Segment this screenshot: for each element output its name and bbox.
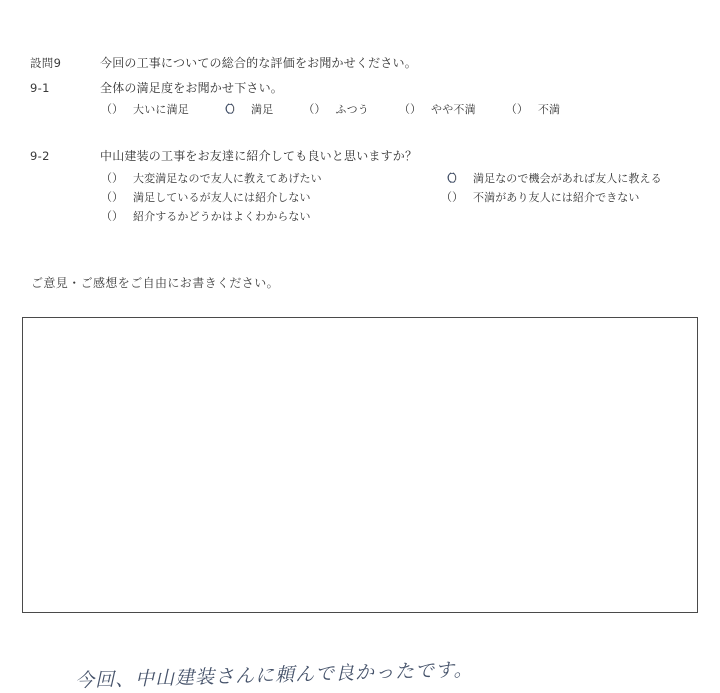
option-label-q91-2: ふつう	[335, 103, 370, 116]
question-9-1-options	[97, 101, 560, 117]
option-label-q92-0-left: 大変満足なので友人に教えてあげたい	[133, 171, 322, 185]
paren-open: （	[100, 102, 112, 116]
option-label-q92-1-right: 不満があり友人には紹介できない	[473, 190, 640, 204]
paren-open: （	[218, 102, 230, 116]
option-label-q92-1-left: 満足しているが友人には紹介しない	[133, 190, 311, 204]
handwritten-comment-text: 今回、中山建装さんに頼んで良かったです。	[74, 658, 474, 692]
paren-open: （	[100, 170, 112, 185]
option-q92-0-right[interactable]	[437, 170, 662, 186]
paren-open: （	[398, 102, 411, 116]
question-9-1-header	[30, 79, 283, 96]
paren-open: （	[100, 189, 112, 204]
paren-open: （	[505, 102, 517, 116]
paren-close: ）	[452, 170, 464, 185]
option-label-q92-0-right: 満足なので機会があれば友人に教える	[473, 171, 662, 185]
option-q91-4[interactable]	[502, 101, 560, 117]
paren-open: （	[440, 170, 452, 185]
question-9-1-number: 9-1	[30, 81, 50, 95]
checkbox-q91-1[interactable]	[215, 101, 245, 117]
checkbox-q92-0-right[interactable]	[437, 170, 467, 186]
paren-close: ）	[452, 189, 464, 204]
option-q92-1-right[interactable]	[437, 189, 640, 205]
option-q92-0-left[interactable]	[97, 170, 437, 186]
paren-close: ）	[112, 102, 124, 116]
option-label-q91-3: やや不満	[431, 103, 476, 116]
checkbox-q91-4[interactable]	[502, 101, 532, 117]
paren-open: （	[100, 208, 112, 223]
checkbox-q91-0[interactable]	[97, 101, 127, 117]
question-9-header	[30, 54, 417, 71]
paren-open: （	[302, 102, 315, 116]
comment-heading: ご意見・ご感想をご自由にお書きください。	[31, 276, 280, 290]
option-row	[97, 206, 662, 225]
question-9-2-header	[30, 147, 417, 164]
question-9-number: 設問9	[30, 56, 62, 70]
option-q91-3[interactable]	[395, 101, 476, 117]
option-row	[97, 168, 662, 187]
paren-close: ）	[112, 170, 124, 185]
question-9-2-text: 中山建装の工事をお友達に紹介しても良いと思いますか？	[100, 149, 418, 163]
question-9-1-text: 全体の満足度をお聞かせ下さい。	[100, 81, 284, 95]
option-row	[97, 187, 662, 206]
option-q91-2[interactable]	[299, 101, 369, 117]
option-q92-1-left[interactable]	[97, 189, 437, 205]
option-label-q92-2-left: 紹介するかどうかはよくわからない	[133, 209, 311, 223]
paren-close: ）	[410, 102, 422, 116]
paren-close: ）	[314, 102, 326, 116]
paren-close: ）	[516, 102, 529, 116]
checkbox-q92-2-left[interactable]	[97, 208, 127, 224]
option-label-q91-4: 不満	[537, 103, 561, 116]
option-label-q91-0: 大いに満足	[133, 103, 189, 116]
paren-close: ）	[230, 102, 242, 116]
paren-close: ）	[112, 208, 124, 223]
handwritten-circle-mark-icon	[226, 104, 235, 114]
option-q91-0[interactable]	[97, 101, 189, 117]
question-9-text: 今回の工事についての総合的な評価をお聞かせください。	[100, 56, 417, 70]
paren-open: （	[440, 189, 452, 204]
checkbox-q92-1-left[interactable]	[97, 189, 127, 205]
checkbox-q91-3[interactable]	[395, 101, 425, 117]
option-q92-2-left[interactable]	[97, 208, 437, 224]
checkbox-q91-2[interactable]	[299, 101, 329, 117]
option-label-q91-1: 満足	[251, 103, 274, 116]
question-9-2-number: 9-2	[30, 149, 50, 163]
checkbox-q92-0-left[interactable]	[97, 170, 127, 186]
handwritten-circle-mark-icon	[448, 172, 457, 182]
paren-close: ）	[112, 189, 124, 204]
option-q91-1[interactable]	[215, 101, 273, 117]
question-9-2-options	[97, 168, 662, 225]
checkbox-q92-1-right[interactable]	[437, 189, 467, 205]
comment-box[interactable]	[22, 317, 698, 692]
